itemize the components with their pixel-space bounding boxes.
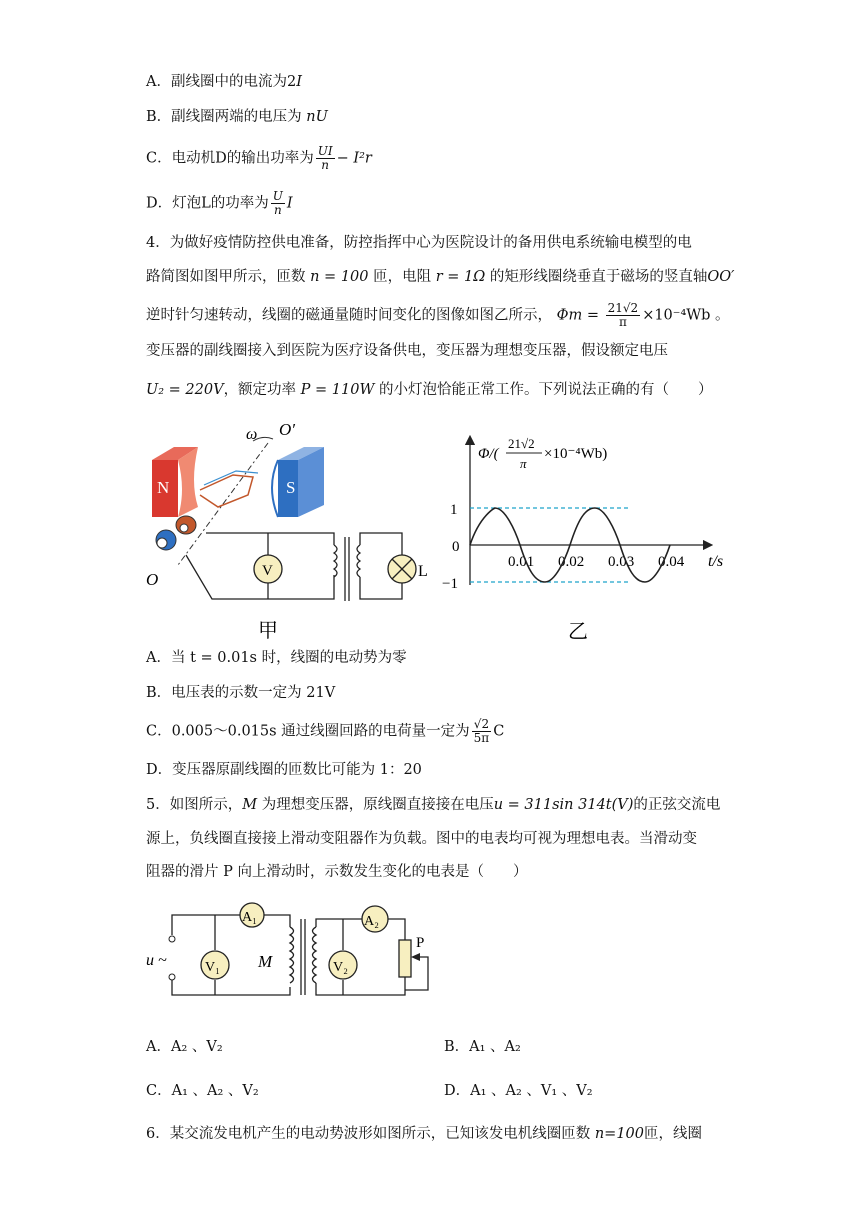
- y-tick-1: 1: [450, 502, 458, 518]
- x-tick-004: 0.04: [658, 554, 685, 570]
- axis-bottom-label: O: [146, 570, 159, 589]
- y-tick-minus-1: −1: [442, 576, 458, 592]
- magnet-s-label: S: [286, 478, 296, 497]
- q5-line-2: 源上，负线圈直接接上滑动变阻器作为负载。图中的电表均可视为理想电表。当滑动变: [146, 831, 697, 847]
- ammeter-a2-label: A₂: [364, 914, 379, 929]
- q5-option-c: C．A₁ 、A₂ 、V₂: [146, 1083, 259, 1099]
- figure-jia-caption: 甲: [258, 620, 278, 642]
- magnet-n-label: N: [157, 478, 170, 497]
- slider-label: P: [416, 935, 425, 951]
- axis-top-label: O′: [279, 420, 295, 439]
- x-tick-002: 0.02: [558, 554, 585, 570]
- q4-option-b: B．电压表的示数一定为 21V: [146, 685, 336, 701]
- omega-label: ω: [246, 426, 258, 443]
- voltmeter-v2-label: V₂: [333, 960, 348, 975]
- y-tick-0: 0: [452, 539, 460, 555]
- q3-option-c: C．电动机D的输出功率为 $\frac{UI}{n}$ − I²r: [146, 144, 372, 172]
- q4-line-5: U₂ = 220V，额定功率 P = 110W 的小灯泡恰能正常工作。下列说法正确的有（ ）: [146, 382, 713, 398]
- q4-option-c: C．0.005～0.015s 通过线圈回路的电荷量一定为 $\frac{√2}{5\pi}$ C: [146, 717, 505, 745]
- q5-line-3: 阻器的滑片 P 向上滑动时，示数发生变化的电表是（ ）: [146, 864, 528, 880]
- q3-option-a: A．副线圈中的电流为2I: [146, 74, 302, 90]
- y-axis-label: Φ/(: [478, 446, 499, 462]
- x-axis-label: t/s: [708, 553, 724, 570]
- q4-option-d: D．变压器原副线圈的匝数比可能为 1：20: [146, 762, 422, 778]
- bulb-label: L: [418, 563, 428, 580]
- source-label: u ~: [146, 952, 167, 969]
- figure-yi-caption: 乙: [568, 621, 588, 643]
- q6-line-1: 6．某交流发电机产生的电动势波形如图所示，已知该发电机线圈匝数 n=100匝，线圈: [146, 1126, 703, 1142]
- q5-line-1: 5．如图所示，M 为理想变压器，原线圈直接接在电压u = 311sin 314t(V)的正弦交流电: [146, 797, 721, 813]
- q3-option-b: B．副线圈两端的电压为 nU: [146, 109, 328, 125]
- figure-q5: [140, 895, 450, 1015]
- x-tick-001: 0.01: [508, 554, 535, 570]
- magnet-s: [272, 447, 324, 517]
- rheostat-symbol: [399, 940, 411, 977]
- magnet-n: [152, 447, 198, 517]
- q5-option-d: D．A₁ 、A₂ 、V₁ 、V₂: [444, 1083, 593, 1099]
- voltmeter-v1-label: V₁: [205, 960, 220, 975]
- ammeter-a1-label: A₁: [242, 910, 257, 925]
- y-axis-label-num: 21√2: [508, 436, 535, 451]
- q4-line-3: 逆时针匀速转动，线圈的磁通量随时间变化的图像如图乙所示， Φm = $\frac{21√2}{\pi}$ ×10⁻⁴Wb 。: [146, 301, 730, 329]
- transformer-label: M: [258, 952, 273, 971]
- figure-jia: [138, 415, 438, 645]
- q4-line-2: 路简图如图甲所示，匝数 n = 100 匝，电阻 r = 1Ω 的矩形线圈绕垂直于磁场的竖直轴OO′: [146, 269, 735, 285]
- y-axis-label-den: π: [520, 456, 527, 471]
- figure-yi: [440, 420, 740, 645]
- q5-option-b: B．A₁ 、A₂: [444, 1039, 521, 1055]
- y-axis-label-tail: ×10⁻⁴Wb): [544, 446, 608, 462]
- x-tick-003: 0.03: [608, 554, 635, 570]
- q3-option-d: D．灯泡L的功率为 $\frac{U}{n}$ I: [146, 189, 293, 217]
- q4-line-1: 4．为做好疫情防控供电准备，防控指挥中心为医院设计的备用供电系统输电模型的电: [146, 235, 692, 251]
- q5-option-a: A．A₂ 、V₂: [146, 1039, 223, 1055]
- q4-line-4: 变压器的副线圈接入到医院为医疗设备供电，变压器为理想变压器，假设额定电压: [146, 343, 668, 359]
- q4-option-a: A．当 t = 0.01s 时，线圈的电动势为零: [146, 650, 407, 666]
- voltmeter-label: V: [262, 563, 273, 579]
